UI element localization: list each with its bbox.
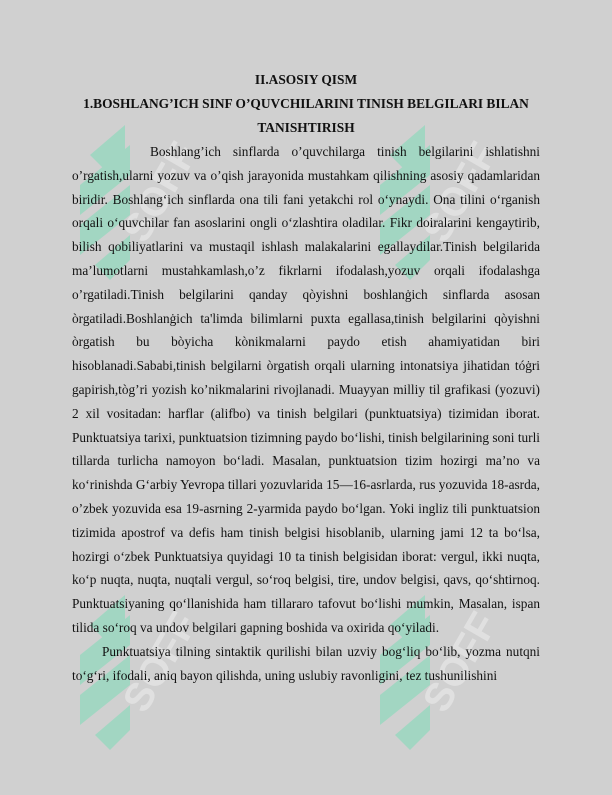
svg-text:SOFF: SOFF	[114, 605, 207, 720]
chapter-heading: 1.BOSHLANG’ICH SINF O’QUVCHILARINI TINISH BELGILARI BILAN TANISHTIRISH	[83, 96, 529, 135]
svg-text:SOFF: SOFF	[414, 135, 507, 250]
svg-text:SOFF: SOFF	[114, 135, 207, 250]
body-paragraph-2: Punktuatsiya tilning sintaktik qurilishi bilan uzviy bog‘liq bo‘lib, yozma nutqni to‘g‘ri, ifodali, aniq bayon qilishda, uning uslubiy ravonligini, tez tushunilishini	[72, 643, 540, 683]
document-body	[72, 68, 540, 687]
svg-text:SOFF: SOFF	[414, 605, 507, 720]
body-paragraph-1: Boshlang’ich sinflarda o’quvchilarga tinish belgilarini ishlatishni o’rgatish,ularni yozuv va o’qish jarayonida mustahkam qilishning asosiy qadamlaridan biridir. Boshlang‘ich sinflarda ona tili fani yetakchi rol o‘ynaydi. Ona tilini o‘rganish orqali o‘quvchilar fan asoslarini ongli o‘zlashtira oladilar. Fikr doiralarini kengaytirib, bilish qobiliyatlarini va mustaqil ishlash malakalarini egallaydilar.Tinish belgilarida ma’lumotlarni mustahkamlash,o’z fikrlarni ifodalash,yozuv orqali ifodalashga o’rgatiladi.Tinish belgilarini qanday qòyishni boshlanġich sinflarda asosan òrgatiladi.Boshlanġich ta'limda bilimlarni puxta egallasa,tinish belgilarini qòyishni òrgatish bu bòyicha kònikmalarni paydo etish ahamiyatidan biri hisoblanadi.Sababi,tinish belgilarni òrgatish orqali ularning intonatsiya jihatidan tóġri gapirish,tòg’ri yozish ko’nikmalarini rivojlanadi. Muayyan milliy til grafikasi (yozuvi) 2 xil vositadan: harflar (alifbo) va tinish belgilari (punktuatsiya) tizimidan iborat. Punktuatsiya tarixi, punktuatsion tizimning paydo bo‘lishi, tinish belgilarining soni turli tillarda turlicha namoyon bo‘ladi. Masalan, punktuatsion tizim hozirgi ma’no va ko‘rinishda G‘arbiy Yevropa tillari yozuvlarida 15—16-asrlarda, rus yozuvida 18-asrda, o’zbek yozuvida esa 19-asrning 2-yarmida paydo bo‘lgan. Yoki ingliz tili punktuatsion tizimida apostrof va defis ham tinish belgisi hisoblanib, ularning jami 12 ta bo‘lsa, hozirgi o‘zbek Punktuatsiya quyidagi 10 ta tinish belgisidan iborat: vergul, ikki nuqta, ko‘p nuqta, nuqta, nuqtali vergul, so‘roq belgisi, tire, undov belgisi, qavs, qo‘shtirnoq. Punktuatsiyaning qo‘llanishida ham tillararo tafovut bo‘lishi mumkin, Masalan, ispan tilida so‘roq va undov belgilari gapning boshida va oxirida qo‘yiladi.	[72, 144, 540, 635]
section-heading: II.ASOSIY QISM	[254, 72, 358, 87]
